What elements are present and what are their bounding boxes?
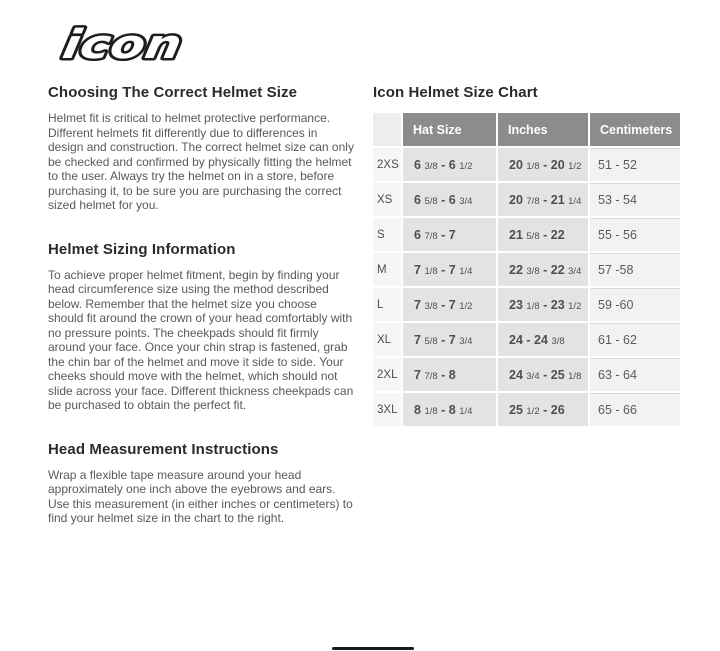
hat-size-cell: 8 1/8 - 8 1/4 — [401, 391, 496, 426]
inches-cell: 20 7/8 - 21 1/4 — [496, 181, 588, 216]
size-label-cell: XL — [373, 321, 401, 356]
size-chart-table — [373, 113, 680, 426]
centimeters-cell: 65 - 66 — [588, 391, 680, 426]
table-row — [373, 286, 680, 321]
fraction: 3/4 — [459, 335, 473, 347]
size-label-cell: L — [373, 286, 401, 321]
size-label-cell: 2XS — [373, 146, 401, 181]
table-row — [373, 251, 680, 286]
fraction: 3/8 — [526, 265, 540, 277]
fraction: 7/8 — [424, 230, 438, 242]
section-paragraph: To achieve proper helmet fitment, begin by finding your head circumference size using the method described below. Remember that the helmet size you choose should fit around the crown of your head comfortably with no pressure points. The cheekpads should fit firmly around your face. Once your chin strap is fastened, grab the chin bar of the helmet and move it side to side. Your cheeks should move with the helmet, which should not slide across your face. Different thickness cheekpads can be purchased to obtain the perfect fit. — [48, 267, 354, 412]
fraction: 7/8 — [424, 370, 438, 382]
centimeters-cell: 53 - 54 — [588, 181, 680, 216]
table-row — [373, 321, 680, 356]
size-chart-body — [373, 146, 680, 426]
col-header-inches: Inches — [496, 113, 588, 146]
fraction: 1/4 — [459, 265, 473, 277]
centimeters-cell: 51 - 52 — [588, 146, 680, 181]
col-header-centimeters: Centimeters — [588, 113, 680, 146]
inches-cell: 25 1/2 - 26 — [496, 391, 588, 426]
fraction: 1/8 — [424, 405, 438, 417]
hat-size-cell: 6 7/8 - 7 — [401, 216, 496, 251]
size-label-cell: 2XL — [373, 356, 401, 391]
fraction: 3/4 — [459, 195, 473, 207]
section-heading: Helmet Sizing Information — [48, 240, 236, 258]
table-row — [373, 146, 680, 181]
icon-logo-text: icon — [59, 21, 161, 68]
section-heading: Choosing The Correct Helmet Size — [48, 84, 298, 101]
fraction: 5/8 — [424, 335, 438, 347]
header-row — [373, 113, 680, 146]
fraction: 1/2 — [459, 160, 473, 172]
inches-cell: 24 3/4 - 25 1/8 — [496, 356, 588, 391]
fraction: 1/8 — [526, 300, 540, 312]
inches-cell: 22 3/8 - 22 3/4 — [496, 251, 588, 286]
section-head-measurement-instructions — [48, 441, 354, 526]
centimeters-cell: 61 - 62 — [588, 321, 680, 356]
fraction: 5/8 — [424, 195, 438, 207]
table-row — [373, 216, 680, 251]
section-choosing-helmet-size — [48, 84, 354, 213]
size-chart-column — [373, 84, 681, 426]
left-text-column — [48, 84, 354, 554]
fraction: 1/8 — [424, 265, 438, 277]
fraction: 3/4 — [526, 370, 540, 382]
hat-size-cell: 7 1/8 - 7 1/4 — [401, 251, 496, 286]
fraction: 1/2 — [459, 300, 473, 312]
size-label-cell: S — [373, 216, 401, 251]
fraction: 1/2 — [568, 300, 582, 312]
corner-cell — [373, 113, 401, 146]
inches-cell: 21 5/8 - 22 — [496, 216, 588, 251]
hat-size-cell: 7 3/8 - 7 1/2 — [401, 286, 496, 321]
fraction: 3/8 — [551, 335, 565, 347]
section-paragraph: Wrap a flexible tape measure around your head approximately one inch above the eyebrows and ears. Use this measurement (in either inches or centimeters) to find your helmet size in the chart to the right. — [48, 467, 353, 525]
fraction: 1/2 — [526, 405, 540, 417]
fraction: 5/8 — [526, 230, 540, 242]
table-row — [373, 391, 680, 426]
size-label-cell: M — [373, 251, 401, 286]
home-indicator-bar — [332, 647, 414, 650]
fraction: 3/4 — [568, 265, 582, 277]
section-helmet-sizing-information — [48, 241, 354, 413]
hat-size-cell: 6 3/8 - 6 1/2 — [401, 146, 496, 181]
fraction: 3/8 — [424, 160, 438, 172]
fraction: 1/8 — [526, 160, 540, 172]
icon-brand-logo — [52, 18, 202, 75]
size-label-cell: 3XL — [373, 391, 401, 426]
table-row — [373, 181, 680, 216]
col-header-hat-size: Hat Size — [401, 113, 496, 146]
centimeters-cell: 57 -58 — [588, 251, 680, 286]
fraction: 3/8 — [424, 300, 438, 312]
size-label-cell: XS — [373, 181, 401, 216]
section-heading: Head Measurement Instructions — [48, 440, 279, 458]
fraction: 7/8 — [526, 195, 540, 207]
inches-cell: 20 1/8 - 20 1/2 — [496, 146, 588, 181]
hat-size-cell: 7 7/8 - 8 — [401, 356, 496, 391]
centimeters-cell: 63 - 64 — [588, 356, 680, 391]
inches-cell: 23 1/8 - 23 1/2 — [496, 286, 588, 321]
section-paragraph: Helmet fit is critical to helmet protective performance. Different helmets fit differently due to differences in design and construction. The correct helmet size can only be checked and confirmed by physically fitting the helmet to the user. Always try the helmet on in a store, before purchasing it, to be sure you are purchasing the correct sized helmet for you. — [48, 111, 354, 212]
fraction: 1/8 — [568, 370, 582, 382]
fraction: 1/2 — [568, 160, 582, 172]
centimeters-cell: 55 - 56 — [588, 216, 680, 251]
icon-logo-svg — [52, 18, 202, 70]
inches-cell: 24 - 24 3/8 — [496, 321, 588, 356]
centimeters-cell: 59 -60 — [588, 286, 680, 321]
size-chart-title: Icon Helmet Size Chart — [373, 84, 538, 101]
fraction: 1/4 — [568, 195, 582, 207]
table-row — [373, 356, 680, 391]
hat-size-cell: 6 5/8 - 6 3/4 — [401, 181, 496, 216]
fraction: 1/4 — [459, 405, 473, 417]
hat-size-cell: 7 5/8 - 7 3/4 — [401, 321, 496, 356]
